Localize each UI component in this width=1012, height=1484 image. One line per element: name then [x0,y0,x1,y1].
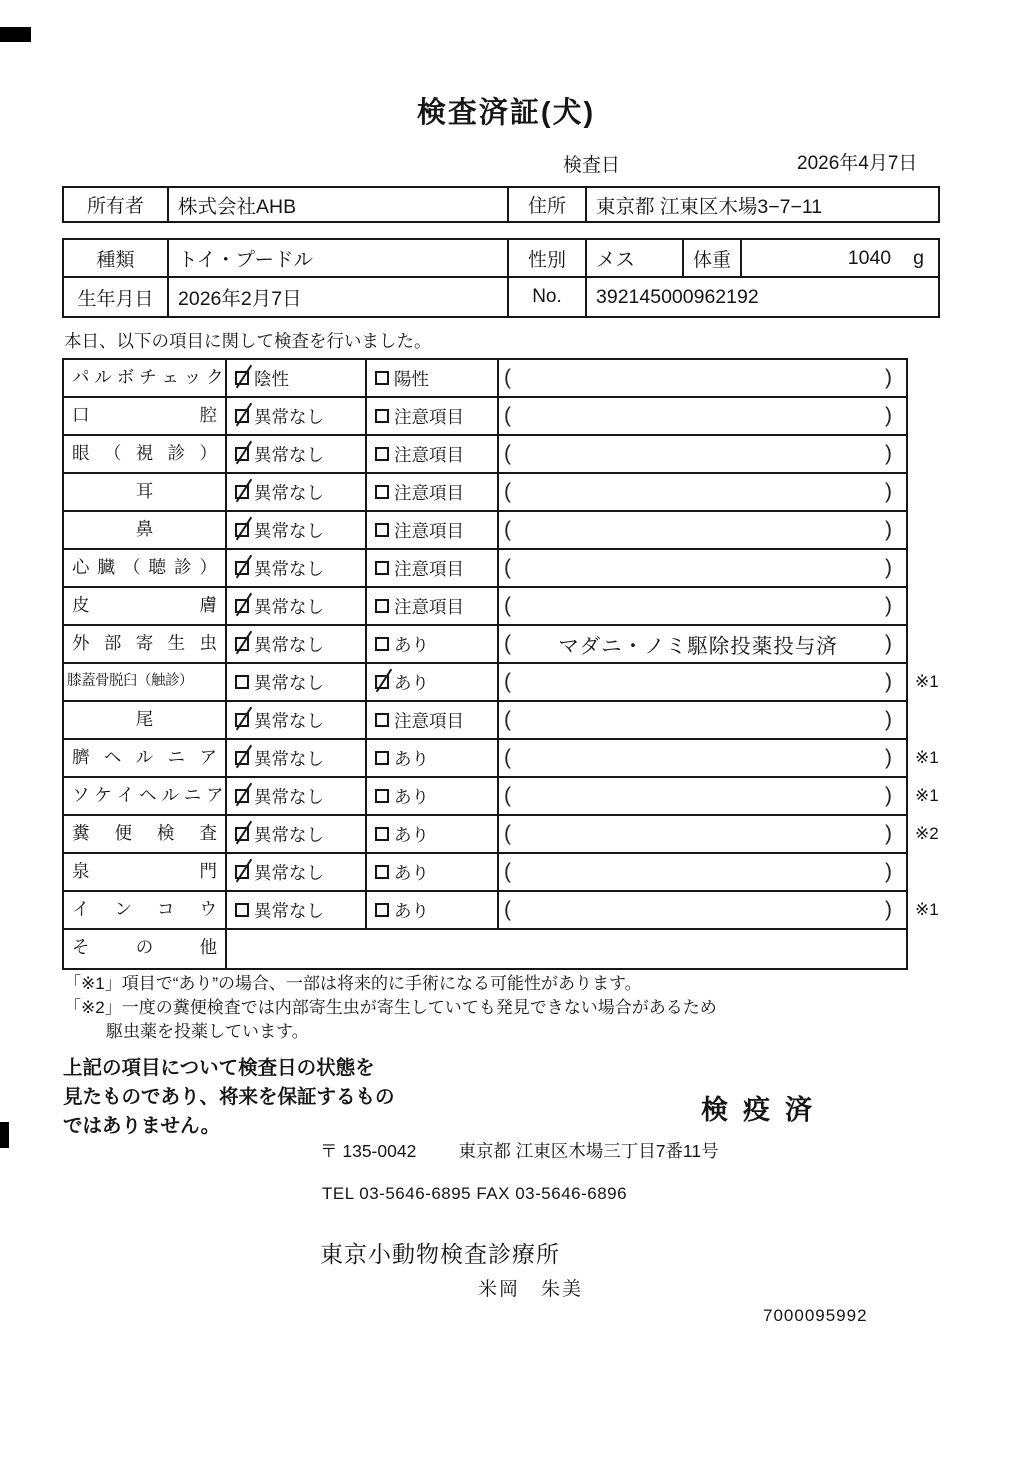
checklist-row-inguinal-hernia [64,778,939,816]
owner-value: 株式会社AHB [178,195,297,218]
paren-open: ( [504,670,511,693]
item-name: 尾 [64,702,227,738]
opt2-checkbox [375,447,389,461]
opt2-label: あり [394,634,429,655]
opt1-checkbox [235,789,249,803]
footnote-marker: ※1 [915,786,939,805]
inspection-date-label: 検査日 [563,155,621,176]
opt1-checkbox [235,865,249,879]
opt1-checkbox [235,561,249,575]
checklist-table [62,358,939,970]
opt1-checkbox [235,485,249,499]
weight-value: 1040 [847,246,892,269]
opt2-checkbox [375,751,389,765]
clinic-tel-fax: TEL 03-5646-6895 FAX 03-5646-6896 [322,1184,628,1203]
opt1-cell [227,360,367,396]
opt1-cell [227,550,367,586]
checklist-row-fecal-exam [64,816,939,854]
checklist-row-skin [64,588,906,626]
remark-cell [499,626,906,662]
opt1-cell [227,626,367,662]
checklist-row-eyes [64,436,906,474]
checklist-row-nose [64,512,906,550]
item-name: 糞 便 検 査 [64,816,227,852]
check-mark [236,479,252,503]
opt1-label: 異常なし [254,824,324,845]
opt2-cell [367,702,499,738]
checklist-row-parvo [64,360,906,398]
checklist-row-mouth [64,398,906,436]
opt2-cell [367,436,499,472]
owner-table [62,186,940,223]
opt1-cell [227,854,367,890]
item-name: 臍 ヘ ル ニ ア [64,740,227,776]
checklist-row-heart [64,550,906,588]
paren-close: ) [885,860,892,883]
weight-label: 体重 [682,240,742,276]
opt2-label: 注意項目 [394,596,464,617]
scan-artifact-top [0,27,31,42]
opt2-cell [367,474,499,510]
opt2-checkbox [375,713,389,727]
opt2-cell [367,512,499,548]
opt2-label: あり [394,900,429,921]
disclaimer-line-3: ではありません。 [63,1115,221,1137]
opt1-checkbox [235,675,249,689]
birth-label: 生年月日 [64,278,169,316]
opt1-cell [227,740,367,776]
breed-value: トイ・プードル [178,249,313,271]
checklist-row-tail [64,702,906,740]
paren-close: ) [885,784,892,807]
intro-text: 本日、以下の項目に関して検査を行いました。 [64,331,432,351]
opt1-label: 異常なし [254,900,324,921]
remark-cell [499,740,906,776]
opt1-checkbox [235,827,249,841]
opt2-cell [367,854,499,890]
footnote-2-cont: 駆虫薬を投薬しています。 [106,1022,309,1041]
item-name: 外 部 寄 生 虫 [64,626,227,662]
remark-cell [499,892,906,928]
opt1-label: 異常なし [254,748,324,769]
check-mark [236,707,252,731]
opt2-checkbox [375,675,389,689]
opt2-label: 注意項目 [394,406,464,427]
birth-value: 2026年2月7日 [178,288,302,310]
opt2-cell [367,664,499,700]
check-mark [236,783,252,807]
opt2-cell [367,816,499,852]
opt2-checkbox [375,561,389,575]
paren-close: ) [885,480,892,503]
opt2-checkbox [375,827,389,841]
opt1-cell [227,778,367,814]
opt1-label: 異常なし [254,558,324,579]
footnote-marker: ※1 [915,672,939,691]
opt1-cell [227,474,367,510]
opt2-label: あり [394,824,429,845]
remark-cell [499,816,906,852]
quarantine-stamp: 検疫済 [701,1095,827,1125]
checklist-row-umbilical-hernia [64,740,939,778]
opt2-label: 注意項目 [394,520,464,541]
opt1-cell [227,398,367,434]
opt1-cell [227,588,367,624]
checklist-row-fontanelle [64,854,906,892]
birth-row [64,278,938,316]
opt2-cell [367,588,499,624]
opt1-label: 異常なし [254,406,324,427]
paren-close: ) [885,366,892,389]
opt1-checkbox [235,409,249,423]
opt2-checkbox [375,903,389,917]
check-mark [236,745,252,769]
opt1-label: 異常なし [254,710,324,731]
opt2-checkbox [375,599,389,613]
paren-open: ( [504,708,511,731]
clinic-address: 東京都 江東区木場三丁目7番11号 [458,1141,719,1161]
opt2-cell [367,626,499,662]
paren-open: ( [504,404,511,427]
paren-open: ( [504,442,511,465]
weight-cell [742,240,938,276]
item-name: 耳 [64,474,227,510]
opt1-cell [227,892,367,928]
remark-cell [499,436,906,472]
disclaimer-line-1: 上記の項目について検査日の状態を [63,1057,375,1079]
opt1-cell [227,702,367,738]
paren-close: ) [885,822,892,845]
footnotes [64,972,717,1044]
opt1-label: 異常なし [254,862,324,883]
breed-label: 種類 [64,240,169,276]
examiner-name: 米岡 朱美 [478,1279,584,1300]
paren-open: ( [504,594,511,617]
footnote-marker: ※1 [915,748,939,767]
opt1-checkbox [235,713,249,727]
opt1-cell [227,664,367,700]
pet-info-table [62,238,940,318]
breed-row [64,240,938,278]
paren-open: ( [504,898,511,921]
owner-row [64,188,938,221]
opt2-label: 注意項目 [394,558,464,579]
check-mark [236,859,252,883]
footnote-1: 「※1」項目で“あり”の場合、一部は将来的に手術になる可能性があります。 [64,974,642,993]
opt1-checkbox [235,599,249,613]
footnote-marker: ※2 [915,824,939,843]
checklist-row-inkou [64,892,939,930]
opt1-cell [227,436,367,472]
opt1-checkbox [235,637,249,651]
paren-close: ) [885,404,892,427]
no-label: No. [507,278,587,316]
check-mark [236,631,252,655]
opt1-label: 異常なし [254,672,324,693]
opt2-cell [367,892,499,928]
item-name: 膝蓋骨脱臼（触診） [64,664,227,700]
scan-artifact-left [0,1122,9,1148]
opt2-label: あり [394,786,429,807]
item-name: 鼻 [64,512,227,548]
sex-label: 性別 [507,240,587,276]
opt2-checkbox [375,409,389,423]
item-name: イ ン コ ウ [64,892,227,928]
disclaimer [63,1054,395,1141]
opt1-checkbox [235,903,249,917]
page-title: 検査済証(犬) [416,97,596,129]
item-name: 口 腔 [64,398,227,434]
check-mark [376,669,392,693]
remark-cell [499,588,906,624]
clinic-name: 東京小動物検査診療所 [320,1241,560,1267]
postal-code: 〒 135-0042 [320,1141,417,1161]
remark-cell [499,474,906,510]
item-name: 眼 （ 視 診 ） [64,436,227,472]
paren-open: ( [504,480,511,503]
check-mark [236,821,252,845]
opt1-label: 異常なし [254,520,324,541]
address-value: 東京都 江東区木場3−7−11 [596,195,823,218]
remark-cell [499,512,906,548]
opt2-label: あり [394,862,429,883]
checklist-row-ectoparasite [64,626,906,664]
opt2-checkbox [375,485,389,499]
opt2-label: 注意項目 [394,710,464,731]
remark-cell [499,360,906,396]
item-name: ソ ケ イ ヘ ル ニ ア [64,778,227,814]
other-empty-cell [227,930,906,968]
paren-close: ) [885,442,892,465]
remark-cell [499,664,906,700]
remark-cell [499,702,906,738]
paren-close: ) [885,898,892,921]
opt2-cell [367,360,499,396]
opt2-checkbox [375,371,389,385]
opt2-checkbox [375,637,389,651]
check-mark [236,555,252,579]
paren-close: ) [885,594,892,617]
check-mark [236,365,252,389]
opt1-label: 異常なし [254,444,324,465]
no-value: 392145000962192 [596,285,759,308]
opt2-label: あり [394,672,429,693]
footnote-2: 「※2」一度の糞便検査では内部寄生虫が寄生していても発見できない場合があるため [64,998,717,1017]
remark-cell [499,854,906,890]
opt2-cell [367,778,499,814]
opt1-cell [227,816,367,852]
opt2-label: 注意項目 [394,444,464,465]
item-name: 皮 膚 [64,588,227,624]
paren-open: ( [504,860,511,883]
opt2-checkbox [375,865,389,879]
clinic-postal-line [320,1138,719,1163]
opt1-label: 異常なし [254,596,324,617]
item-name: パ ル ボ チ ェ ッ ク [64,360,227,396]
opt1-label: 陰性 [254,368,289,389]
item-name: 心 臓 （ 聴 診 ） [64,550,227,586]
disclaimer-line-2: 見たものであり、将来を保証するもの [63,1086,395,1108]
paren-close: ) [885,670,892,693]
paren-close: ) [885,632,892,655]
checklist-row-other [64,930,906,968]
paren-open: ( [504,518,511,541]
paren-close: ) [885,518,892,541]
weight-unit: g [913,246,924,269]
opt2-cell [367,740,499,776]
opt1-checkbox [235,751,249,765]
paren-close: ) [885,556,892,579]
paren-open: ( [504,632,511,655]
paren-open: ( [504,822,511,845]
opt2-label: あり [394,748,429,769]
check-mark [236,593,252,617]
footnote-marker: ※1 [915,900,939,919]
paren-open: ( [504,366,511,389]
inspection-date-value: 2026年4月7日 [797,153,918,174]
sex-value: メス [596,249,636,271]
remark-text: マダニ・ノミ駆除投薬投与済 [558,635,838,658]
paren-open: ( [504,746,511,769]
document-serial: 7000095992 [763,1306,868,1325]
opt1-checkbox [235,371,249,385]
opt2-label: 陽性 [394,368,429,389]
opt1-label: 異常なし [254,634,324,655]
opt1-checkbox [235,447,249,461]
remark-cell [499,550,906,586]
opt2-cell [367,398,499,434]
opt2-checkbox [375,789,389,803]
opt1-checkbox [235,523,249,537]
opt1-label: 異常なし [254,482,324,503]
paren-open: ( [504,556,511,579]
paren-close: ) [885,746,892,769]
remark-cell [499,778,906,814]
checklist-row-ears [64,474,906,512]
opt1-label: 異常なし [254,786,324,807]
item-name: 泉 門 [64,854,227,890]
remark-cell [499,398,906,434]
check-mark [236,403,252,427]
owner-label: 所有者 [64,188,169,221]
opt2-checkbox [375,523,389,537]
check-mark [236,441,252,465]
item-name: そ の 他 [64,930,227,968]
opt2-label: 注意項目 [394,482,464,503]
opt1-cell [227,512,367,548]
paren-open: ( [504,784,511,807]
opt2-cell [367,550,499,586]
checklist-row-patella [64,664,939,702]
address-label: 住所 [507,188,587,221]
check-mark [236,517,252,541]
paren-close: ) [885,708,892,731]
